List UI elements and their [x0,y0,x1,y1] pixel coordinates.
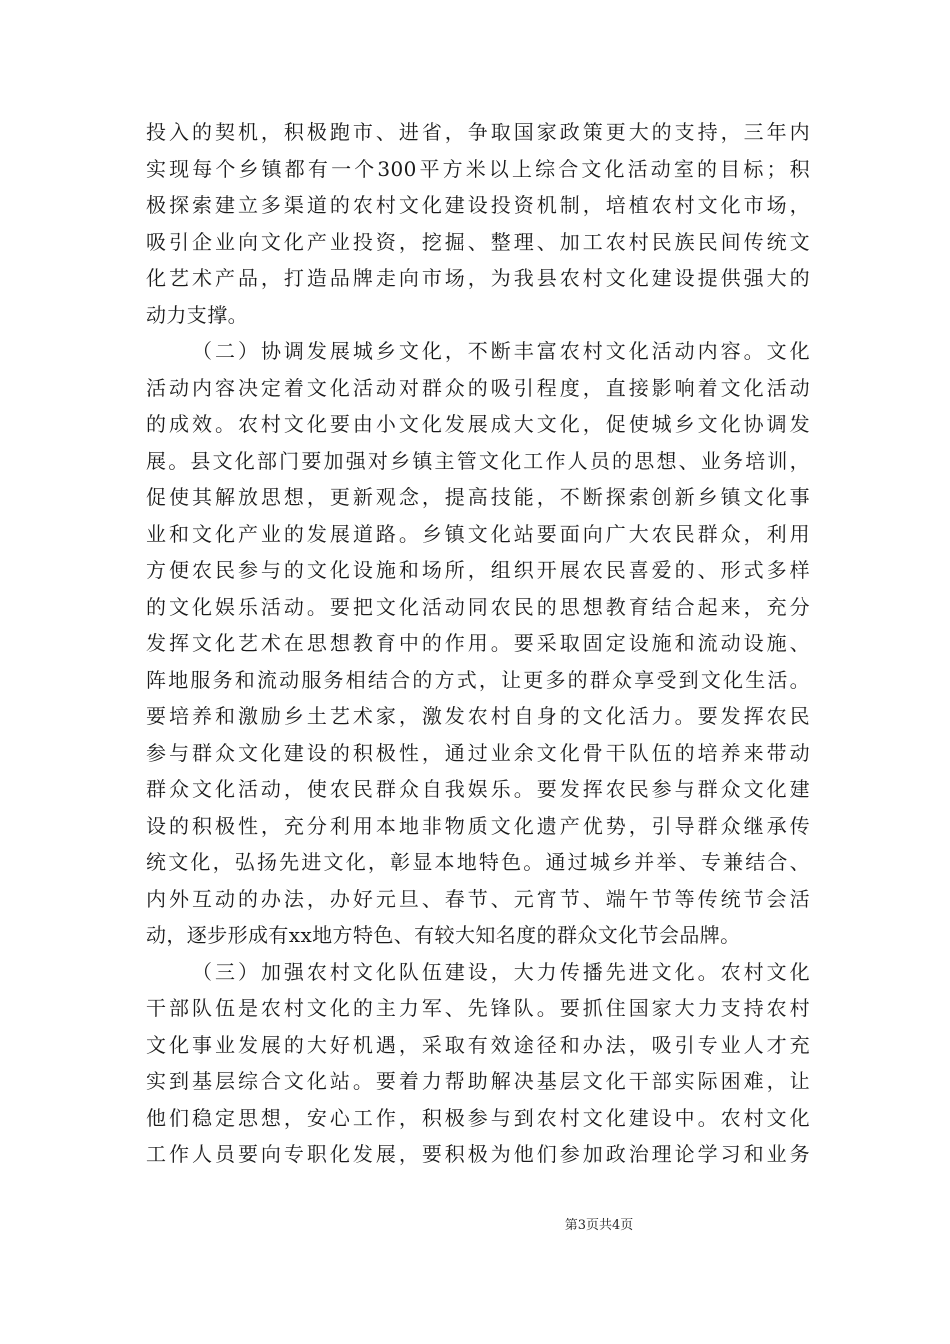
text-line: 设的积极性，充分利用本地非物质文化遗产优势，引导群众继承传 [146,813,810,838]
text-line: 统文化，弘扬先进文化，彰显本地特色。通过城乡并举、专兼结合、 [146,850,810,874]
text-line: 阵地服务和流动服务相结合的方式，让更多的群众享受到文化生活。 [146,667,810,692]
text-line: 投入的契机，积极跑市、进省，争取国家政策更大的支持，三年内 [146,120,810,144]
page-number: 第3页共4页 [564,1218,634,1233]
text-line: 实到基层综合文化站。要着力帮助解决基层文化干部实际困难，让 [146,1069,810,1093]
text-line: 发挥文化艺术在思想教育中的作用。要采取固定设施和流动设施、 [146,631,810,655]
text-line: 方便农民参与的文化设施和场所，组织开展农民喜爱的、形式多样 [146,558,810,582]
text-line: 化艺术产品，打造品牌走向市场，为我县农村文化建设提供强大的 [146,266,810,290]
text-line: 促使其解放思想，更新观念，提高技能，不断探索创新乡镇文化事 [146,485,810,509]
text-line: 活动内容决定着文化活动对群众的吸引程度，直接影响着文化活动 [146,375,810,400]
text-line: 动，逐步形成有xx地方特色、有较大知名度的群众文化节会品牌。 [146,923,741,947]
text-line: 的文化娱乐活动。要把文化活动同农民的思想教育结合起来，充分 [146,594,810,619]
text-line: 文化事业发展的大好机遇，采取有效途径和办法，吸引专业人才充 [146,1032,810,1057]
text-line: 实现每个乡镇都有一个300平方米以上综合文化活动室的目标；积 [146,156,810,181]
text-line: 吸引企业向文化产业投资，挖掘、整理、加工农村民族民间传统文 [146,229,810,254]
text-line: 要培养和激励乡土艺术家，激发农村自身的文化活力。要发挥农民 [146,704,810,728]
text-line: 业和文化产业的发展道路。乡镇文化站要面向广大农民群众，利用 [146,521,810,546]
document-body [146,114,810,1173]
text-line: 参与群众文化建设的积极性，通过业余文化骨干队伍的培养来带动 [146,740,810,765]
text-line: 内外互动的办法，办好元旦、春节、元宵节、端午节等传统节会活 [146,886,810,911]
text-line: （二）协调发展城乡文化，不断丰富农村文化活动内容。文化 [192,339,810,363]
text-line: （三）加强农村文化队伍建设，大力传播先进文化。农村文化 [192,959,810,984]
text-line: 他们稳定思想，安心工作，积极参与到农村文化建设中。农村文化 [146,1105,810,1130]
page-footer [0,1214,950,1233]
text-line: 的成效。农村文化要由小文化发展成大文化，促使城乡文化协调发 [146,412,810,436]
text-line: 干部队伍是农村文化的主力军、先锋队。要抓住国家大力支持农村 [146,996,810,1020]
text-line: 动力支撑。 [146,302,248,327]
text-line: 展。县文化部门要加强对乡镇主管文化工作人员的思想、业务培训， [146,448,810,473]
text-line: 群众文化活动，使农民群众自我娱乐。要发挥农民参与群众文化建 [146,777,810,801]
text-line: 极探索建立多渠道的农村文化建设投资机制，培植农村文化市场， [146,193,810,217]
text-line: 工作人员要向专职化发展，要积极为他们参加政治理论学习和业务 [146,1142,810,1166]
